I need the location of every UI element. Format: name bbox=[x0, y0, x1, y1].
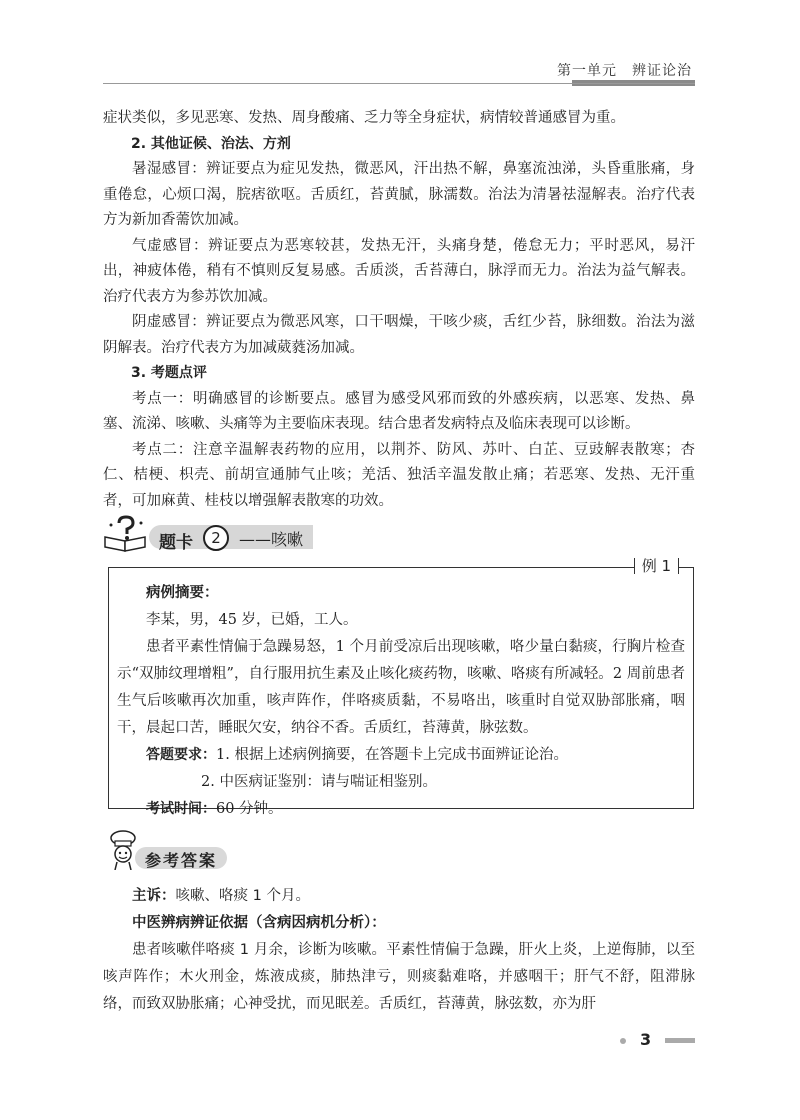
answer-title: 参考答案 bbox=[145, 851, 218, 870]
case-patient: 李某，男，45 岁，已婚，工人。 bbox=[146, 612, 358, 628]
time-value: 60 分钟。 bbox=[216, 801, 283, 817]
case-time bbox=[117, 796, 685, 823]
card-number: 2 bbox=[203, 525, 229, 551]
header-rule bbox=[103, 83, 695, 84]
paragraph-point-2: 考点二：注意辛温解表药物的应用，以荆芥、防风、苏叶、白芷、豆豉解表散寒；杏仁、桔梗、枳壳、前胡宣通肺气止咳；羌活、独活辛温发散止痛；若恶寒、发热、无汗重者，可加麻黄、桂枝以增强解表散寒的功效。 bbox=[103, 441, 695, 509]
paragraph-shushi: 暑湿感冒：辨证要点为症见发热，微恶风，汗出热不解，鼻塞流浊涕，头昏重胀痛，身重倦怠，心烦口渴，脘痞欲呕。舌质红，苔黄腻，脉濡数。治法为清暑祛湿解表。治疗代表方为新加香薷饮加减。 bbox=[103, 161, 695, 228]
card-label: 题卡 bbox=[159, 533, 193, 553]
paragraph-point-1: 考点一：明确感冒的诊断要点。感冒为感受风邪而致的外感疾病，以恶寒、发热、鼻塞、流涕、咳嗽、头痛等为主要临床表现。结合患者发病特点及临床表现可以诊断。 bbox=[103, 390, 695, 432]
answer-body bbox=[103, 883, 695, 1018]
answer-heading bbox=[103, 830, 303, 870]
complaint-label: 主诉： bbox=[132, 888, 176, 904]
card-title: ——咳嗽 bbox=[239, 530, 304, 549]
case-summary-title: 病例摘要： bbox=[146, 585, 219, 601]
answer-basis: 患者咳嗽伴咯痰 1 月余，诊断为咳嗽。平素性情偏于急躁，肝火上炎，上逆侮肺，以至咳声阵作；木火刑金，炼液成痰，肺热津亏，则痰黏难咯，并感咽干；肝气不舒，阻滞脉络，而致双胁胀痛；心神受扰，而见眠差。舌质红，苔薄黄，脉弦数，亦为肝 bbox=[103, 942, 695, 1012]
book-question-icon bbox=[103, 515, 149, 553]
requirement-1-text: 1. 根据上述病例摘要，在答题卡上完成书面辨证论治。 bbox=[216, 747, 568, 763]
running-header: 第一单元 辨证论治 bbox=[557, 63, 692, 79]
case-requirement-2: 2. 中医病证鉴别：请与喘证相鉴别。 bbox=[201, 774, 437, 790]
paragraph-intro: 症状类似，多见恶寒、发热、周身酸痛、乏力等全身症状，病情较普通感冒为重。 bbox=[103, 110, 625, 126]
page-number: 3 bbox=[640, 1030, 652, 1049]
complaint-text: 咳嗽、咯痰 1 个月。 bbox=[175, 888, 310, 904]
page-number-bar bbox=[665, 1038, 695, 1043]
paragraph-yinxu: 阴虚感冒：辨证要点为微恶风寒，口干咽燥，干咳少痰，舌红少苔，脉细数。治法为滋阴解表。治疗代表方为加减葳蕤汤加减。 bbox=[103, 314, 695, 356]
answer-complaint bbox=[103, 883, 695, 910]
case-box bbox=[108, 557, 694, 817]
case-history: 患者平素性情偏于急躁易怒，1 个月前受凉后出现咳嗽，咯少量白黏痰，行胸片检查示“双肺纹理增粗”，自行服用抗生素及止咳化痰药物，咳嗽、咯痰有所减轻。2 周前患者生气后咳嗽再次加重，咳声阵作，伴咯痰质黏，不易咯出，咳重时自觉双胁部胀痛，咽干，晨起口苦，睡眠欠安，纳谷不香。舌质红，苔薄黄，脉弦数。 bbox=[117, 639, 685, 736]
subheading-exam-comments: 3. 考题点评 bbox=[131, 365, 207, 381]
subheading-other-syndromes: 2. 其他证候、治法、方剂 bbox=[131, 135, 291, 152]
case-label: 例 1 bbox=[634, 555, 679, 576]
time-label: 考试时间： bbox=[146, 801, 216, 817]
answer-basis-label: 中医辨病辨证依据（含病因病机分析）： bbox=[132, 915, 386, 931]
page-number-dot bbox=[620, 1038, 626, 1044]
case-requirement-1 bbox=[117, 742, 685, 769]
question-card-heading bbox=[103, 515, 503, 555]
body-top bbox=[103, 106, 695, 514]
paragraph-qixu: 气虚感冒：辨证要点为恶寒较甚，发热无汗，头痛身楚，倦怠无力；平时恶风，易汗出，神疲体倦，稍有不慎则反复易感。舌质淡，舌苔薄白，脉浮而无力。治法为益气解表。治疗代表方为参苏饮加减。 bbox=[103, 237, 695, 305]
requirement-label: 答题要求： bbox=[146, 747, 216, 763]
